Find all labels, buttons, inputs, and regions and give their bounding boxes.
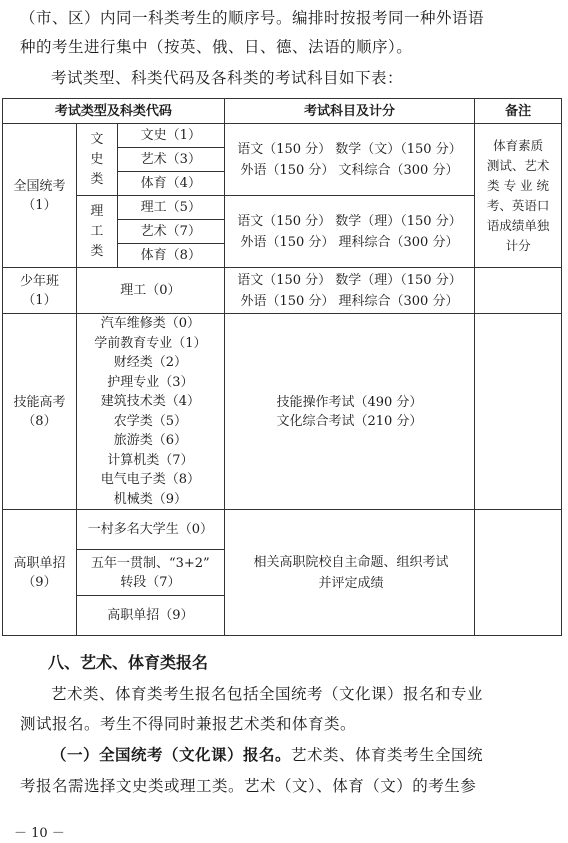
wenshi-subjects: 语文（150 分） 数学（文）（150 分） 外语（150 分） 文科综合（300 分） <box>224 124 474 196</box>
vocational-item: 高职单招（9） <box>76 596 224 636</box>
table-row <box>3 268 562 314</box>
national-note: 体育素质 测试、艺术 类 专 业 统 考、英语口 语成绩单独 计分 <box>475 124 562 268</box>
vocational-item: 一村多名大学生（0） <box>76 510 224 550</box>
category-item: 艺术（7） <box>117 220 224 244</box>
category-item: 体育（4） <box>117 172 224 196</box>
skill-subjects: 技能操作考试（490 分） 文化综合考试（210 分） <box>224 314 474 510</box>
subsection-line: （一）全国统考（文化课）报名。艺术类、体育类考生全国统 <box>51 746 484 764</box>
table-row <box>3 124 562 148</box>
intro-line-2: 种的考生进行集中（按英、俄、日、德、法语的顺序）。 <box>20 38 413 56</box>
national-label: 全国统考 <box>13 178 66 194</box>
table-row <box>3 510 562 550</box>
header-notes: 备注 <box>475 99 562 124</box>
skill-note <box>475 314 562 510</box>
section-paragraph-line: 测试报名。考生不得同时兼报艺术类和体育类。 <box>20 715 357 733</box>
youth-note <box>475 268 562 314</box>
subsection-title: （一）全国统考（文化课）报名。 <box>51 746 292 764</box>
intro-line-1: （市、区）内同一科类考生的顺序号。编排时按报考同一种外语语 <box>20 9 485 27</box>
category-item: 文史（1） <box>117 124 224 148</box>
ligong-label-cell: 理 工 类 <box>76 196 117 268</box>
vocational-note <box>475 510 562 636</box>
ligong-subjects: 语文（150 分） 数学（理）（150 分） 外语（150 分） 理科综合（300 分） <box>224 196 474 268</box>
table-row <box>3 314 562 510</box>
category-item: 艺术（3） <box>117 148 224 172</box>
youth-item: 理工（0） <box>76 268 224 314</box>
section-paragraph-line: 考报名需选择文史类或理工类。艺术（文）、体育（文）的考生参 <box>20 777 477 795</box>
table-header-row <box>3 99 562 124</box>
national-code: （1） <box>22 197 57 213</box>
skill-categories: 汽车维修类（0） 学前教育专业（1） 财经类（2） 护理专业（3） 建筑技术类（4） 农学类（5） 旅游类（6） 计算机类（7） 电气电子类（8） 机械类（9） <box>76 314 224 510</box>
header-exam-type: 考试类型及科类代码 <box>3 99 225 124</box>
national-exam-cell <box>3 124 77 268</box>
vocational-subjects: 相关高职院校自主命题、组织考试 并评定成绩 <box>224 510 474 636</box>
section-paragraph-line: 艺术类、体育类考生报名包括全国统考（文化课）报名和专业 <box>51 685 484 703</box>
vocational-cell: 高职单招 （9） <box>3 510 77 636</box>
vocational-item: 五年一贯制、“3+2” 转段（7） <box>76 550 224 596</box>
wenshi-label-cell: 文 史 类 <box>76 124 117 196</box>
section-heading: 八、艺术、体育类报名 <box>48 653 209 672</box>
youth-subjects: 语文（150 分） 数学（理）（150 分） 外语（150 分） 理科综合（300 分） <box>224 268 474 314</box>
category-item: 理工（5） <box>117 196 224 220</box>
skill-cell: 技能高考 （8） <box>3 314 77 510</box>
category-item: 体育（8） <box>117 244 224 268</box>
header-subjects: 考试科目及计分 <box>224 99 474 124</box>
exam-subject-table <box>2 98 562 636</box>
youth-cell: 少年班 （1） <box>3 268 77 314</box>
page-number: － 10 － <box>14 826 65 841</box>
intro-line-3: 考试类型、科类代码及各科类的考试科目如下表： <box>51 69 404 87</box>
